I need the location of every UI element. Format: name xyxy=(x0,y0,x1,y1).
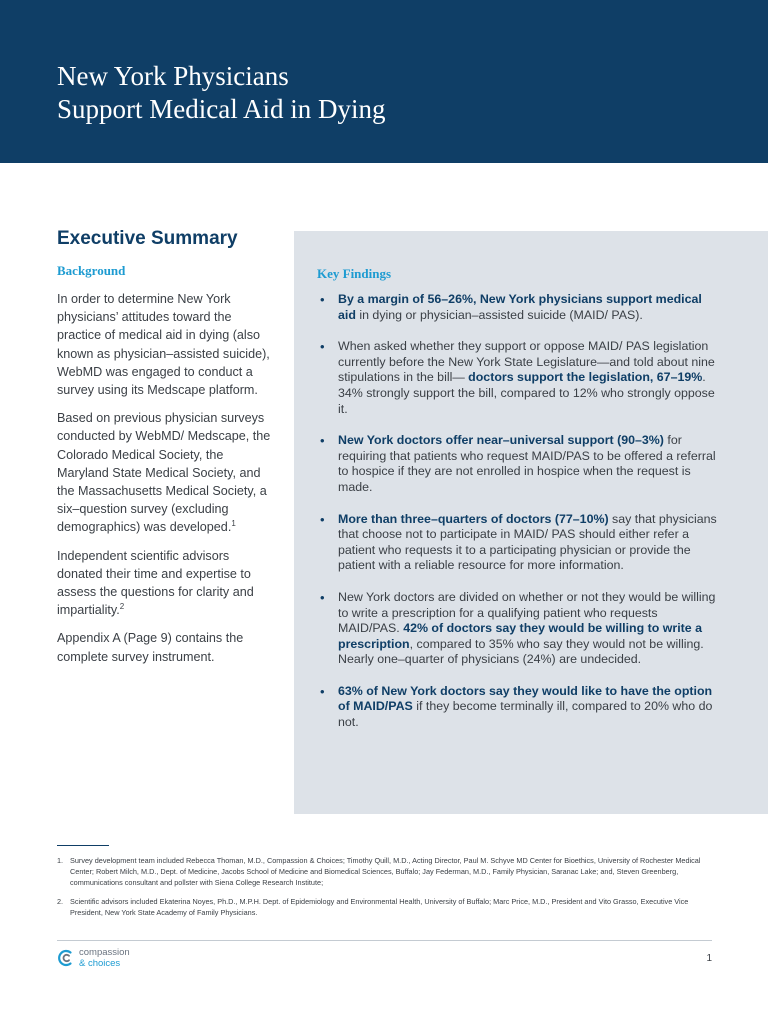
executive-summary-column xyxy=(57,226,272,676)
finding-highlight: doctors support the legislation, 67–19% xyxy=(468,370,703,385)
footnote-text: Scientific advisors included Ekaterina Noyes, Ph.D., M.P.H. Dept. of Epidemiology and Environmental Health, University of Buffalo; Marc Price, M.D., President and Vito Grasso, Executive Vice President, New York State Academy of Family Physicians. xyxy=(70,897,689,917)
list-item xyxy=(318,684,718,731)
background-paragraph-text: Independent scientific advisors donated their time and expertise to assess the questions for clarity and impartiality. xyxy=(57,548,254,618)
background-paragraph xyxy=(57,409,272,536)
page-title-line-1: New York Physicians xyxy=(57,61,289,91)
finding-highlight: 42% of doctors say they would be willing to write a prescription xyxy=(338,621,702,651)
finding-highlight: 63% of New York doctors say they would like to have the option of MAID/PAS xyxy=(338,683,713,714)
finding-text: in dying or physician–assisted suicide (MAID/ PAS). xyxy=(355,307,643,322)
finding-text: for requiring that patients who request MAID/PAS to be offered a referral to hospice if they are not enrolled in hospice when the request is made. xyxy=(338,433,716,494)
page-title-line-2: Support Medical Aid in Dying xyxy=(57,94,386,124)
background-paragraph-text: Based on previous physician surveys conducted by WebMD/ Medscape, the Colorado Medical Society, the Maryland State Medical Society, and the Massachusetts Medical Society, a six–question survey (excluding demographics) was developed. xyxy=(57,411,271,535)
background-paragraph xyxy=(57,629,272,665)
footnote-1 xyxy=(57,855,712,888)
footnote-ref-1[interactable]: 1 xyxy=(231,519,236,529)
compassion-choices-logo xyxy=(57,947,147,971)
list-item xyxy=(318,512,718,574)
executive-summary-heading: Executive Summary xyxy=(57,228,238,249)
key-findings-list xyxy=(318,292,718,747)
key-findings-panel xyxy=(294,231,768,814)
background-paragraph xyxy=(57,290,272,399)
logo-text-line-2: & choices xyxy=(79,957,121,969)
footer-divider xyxy=(57,940,712,941)
page-number: 1 xyxy=(706,953,712,964)
header-banner xyxy=(0,0,768,163)
footnote-text: Survey development team included Rebecca Thoman, M.D., Compassion & Choices; Timothy Quill, M.D., Acting Director, Paul M. Schyve MD Center for Bioethics, University of Rochester Medical Center; Robert Milch, M.D., Dept. of Medicine, Jacobs School of Medicine and Biomedical Sciences, Buffalo; Jay Federman, M.D., Family Physician, Saranac Lake; and, Steven Greenberg, communications consultant and pollster with Siena College Research Institute; xyxy=(70,856,701,887)
compassion-choices-logo-icon xyxy=(57,949,75,967)
finding-text: When asked whether they support or oppose MAID/ PAS legislation currently before the New York State Legislature—and told about nine stipulations in the bill— xyxy=(338,339,715,385)
finding-highlight: New York doctors offer near–universal support (90–3%) xyxy=(338,433,664,448)
footnote-divider xyxy=(57,845,109,846)
finding-text: if they become terminally ill, compared to 20% who do not. xyxy=(338,699,713,730)
finding-text: , compared to 35% who say they would not be willing. Nearly one–quarter of physicians (24%) are undecided. xyxy=(338,636,704,667)
list-item xyxy=(318,433,718,495)
footnote-number: 1. xyxy=(57,856,64,865)
finding-highlight: By a margin of 56–26%, New York physicians support medical aid xyxy=(338,292,702,322)
background-paragraph-text: Appendix A (Page 9) contains the complete survey instrument. xyxy=(57,631,244,664)
finding-text: New York doctors are divided on whether or not they would be willing to write a prescription for a qualifying patient who requests MAID/PAS. xyxy=(338,589,716,636)
logo-text-line-1: compassion xyxy=(79,947,130,958)
list-item xyxy=(318,590,718,668)
key-findings-heading: Key Findings xyxy=(317,266,392,281)
footnotes xyxy=(57,855,712,926)
finding-text: say that physicians that choose not to participate in MAID/ PAS should either refer a patient who requests it to a participating physician or provide the patient with a reliable resource for more information. xyxy=(338,511,717,573)
background-heading: Background xyxy=(57,263,126,278)
list-item xyxy=(318,339,718,417)
finding-highlight: More than three–quarters of doctors (77–10%) xyxy=(338,511,609,526)
footnote-2 xyxy=(57,896,712,918)
background-paragraph xyxy=(57,547,272,620)
footnote-ref-2[interactable]: 2 xyxy=(119,602,125,612)
page-title xyxy=(57,60,385,126)
list-item xyxy=(318,292,718,323)
finding-text: . 34% strongly support the bill, compared to 12% who strongly oppose it. xyxy=(338,370,715,416)
footnote-number: 2. xyxy=(57,897,64,906)
background-paragraph-text: In order to determine New York physicians’ attitudes toward the practice of medical aid in dying (also known as physician–assisted suicide), WebMD was engaged to conduct a survey using its Medscape platform. xyxy=(57,292,270,398)
